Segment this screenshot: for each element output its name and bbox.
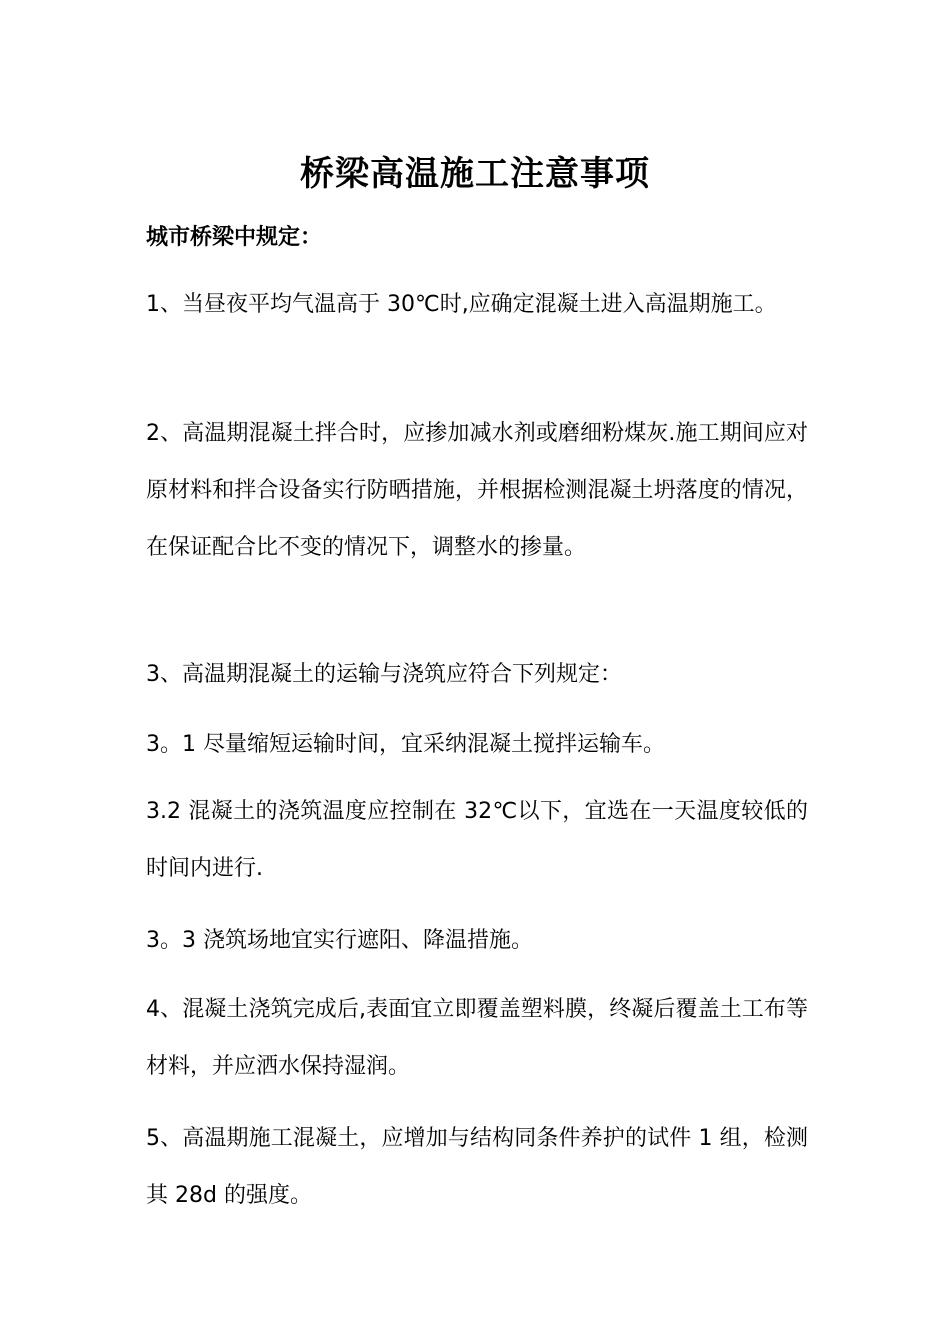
paragraph-2: 2、高温期混凝土拌合时，应掺加减水剂或磨细粉煤灰.施工期间应对原材料和拌合设备实行防晒措施，并根据检测混凝土坍落度的情况，在保证配合比不变的情况下，调整水的掺量。 [146, 421, 808, 560]
paragraph-3-1: 3。1 尽量缩短运输时间，宜采纳混凝土搅拌运输车。 [146, 732, 665, 757]
paragraph-5: 5、高温期施工混凝土，应增加与结构同条件养护的试件 1 组，检测其 28d 的强度。 [146, 1126, 808, 1208]
paragraph-3: 3、高温期混凝土的运输与浇筑应符合下列规定： [146, 662, 622, 687]
paragraph-4: 4、混凝土浇筑完成后,表面宜立即覆盖塑料膜，终凝后覆盖土工布等材料，并应洒水保持湿润。 [146, 997, 808, 1079]
paragraph-1: 1、当昼夜平均气温高于 30℃时,应确定混凝土进入高温期施工。 [146, 292, 777, 317]
section-subheading: 城市桥梁中规定： [146, 225, 323, 250]
paragraph-3-2: 3.2 混凝土的浇筑温度应控制在 32℃以下，宜选在一天温度较低的时间内进行. [146, 799, 808, 881]
paragraph-3-3: 3。3 浇筑场地宜实行遮阳、降温措施。 [146, 928, 533, 953]
document-title: 桥梁高温施工注意事项 [300, 154, 650, 194]
